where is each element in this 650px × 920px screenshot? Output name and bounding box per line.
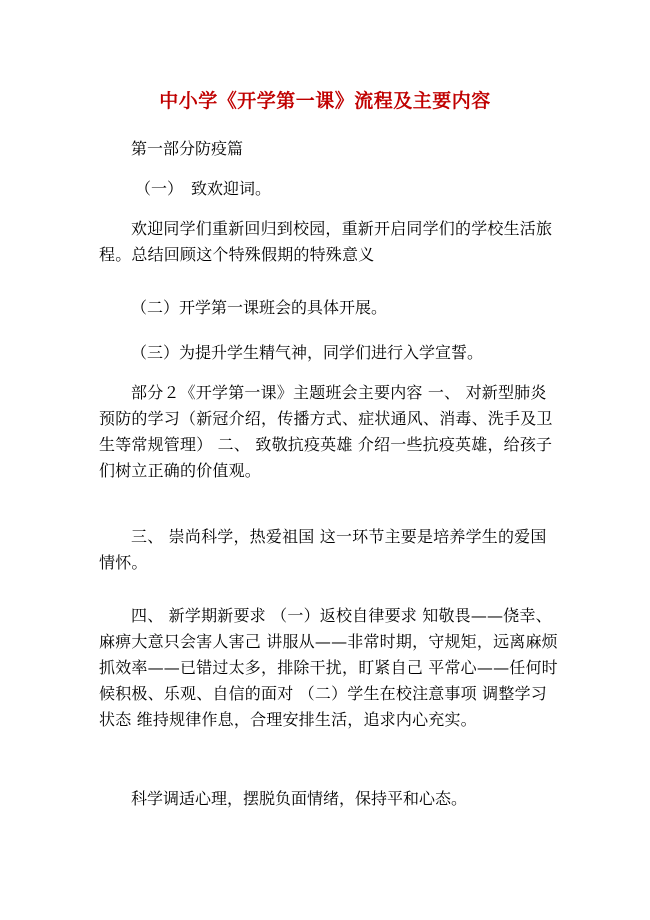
welcome-paragraph: 欢迎同学们重新回归到校园，重新开启同学们的学校生活旅程。总结回顾这个特殊假期的特殊意义 (99, 219, 553, 264)
item-one-line: （一） 致欢迎词。 (135, 179, 272, 198)
closing-line: 科学调适心理，摆脱负面情绪，保持平和心态。 (131, 789, 468, 808)
item-three-line: （三）为提升学生精气神，同学们进行入学宣誓。 (131, 343, 484, 362)
part-one-heading: 第一部分防疫篇 (131, 139, 244, 158)
item-two-line: （二）开学第一课班会的具体开展。 (131, 298, 388, 317)
section-three-paragraph: 三、 崇尚科学，热爱祖国 这一环节主要是培养学生的爱国情怀。 (99, 527, 547, 572)
section-four-paragraph: 四、 新学期新要求 （一）返校自律要求 知敬畏——侥幸、麻痹大意只会害人害己 讲服从——非常时期，守规矩，远离麻烦 抓效率——已错过太多，排除干扰，盯紧自己 平常心——任何时候积极、乐观、自信的面对 （二）学生在校注意事项 调整学习状态 维持规律作息，合理安排生活，追求内心充实。 (99, 606, 558, 729)
part-two-paragraph: 部分２《开学第一课》主题班会主要内容 一、 对新型肺炎预防的学习（新冠介绍，传播方式、症状通风、消毒、洗手及卫生等常规管理） 二、 致敬抗疫英雄 介绍一些抗疫英雄，给孩子们树立正确的价值观。 (99, 383, 553, 480)
document-title: 中小学《开学第一课》流程及主要内容 (159, 90, 491, 112)
